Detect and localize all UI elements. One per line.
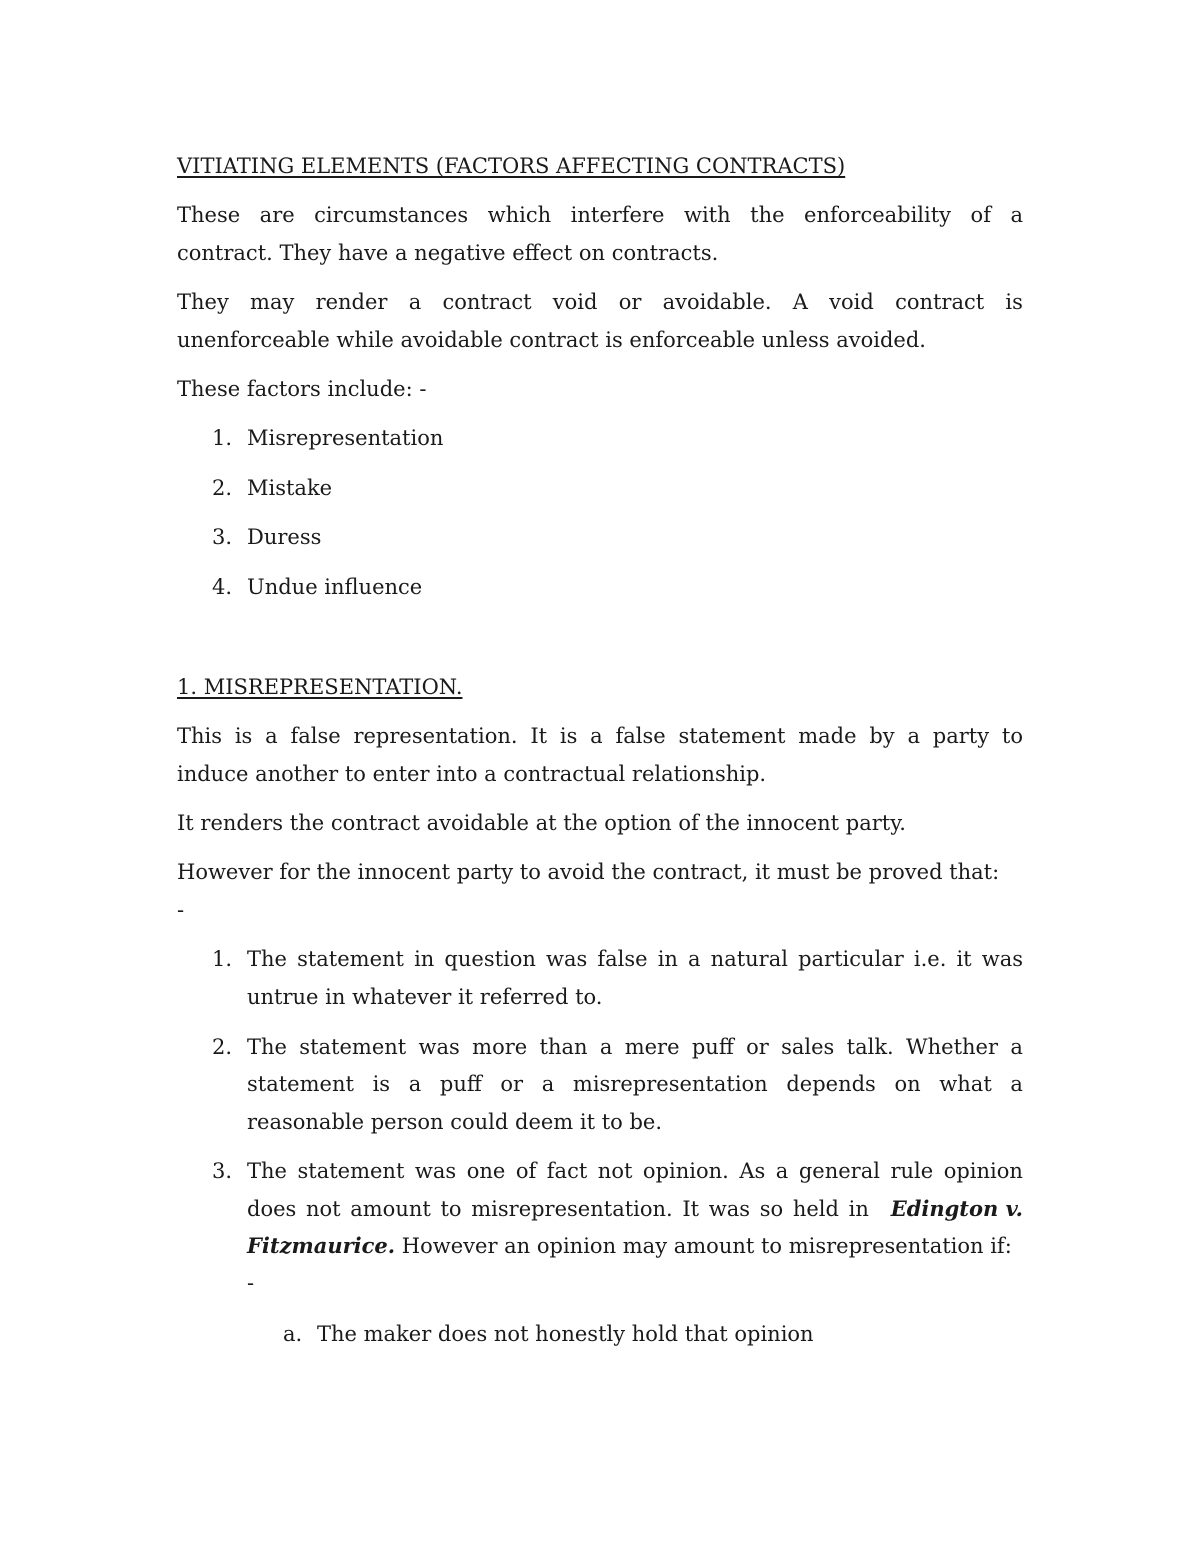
word: false bbox=[615, 724, 666, 748]
word: a bbox=[599, 1035, 613, 1059]
word: statement bbox=[297, 1159, 405, 1183]
justified-line bbox=[247, 1035, 1023, 1059]
word: was bbox=[546, 947, 588, 971]
word: puff bbox=[691, 1035, 734, 1059]
justified-line bbox=[247, 947, 1023, 971]
word: void bbox=[829, 290, 874, 314]
list-number: 3. bbox=[212, 1159, 233, 1183]
word: This bbox=[177, 724, 223, 748]
word: statement bbox=[247, 1072, 354, 1096]
word: is bbox=[1005, 290, 1023, 314]
word: The bbox=[247, 1159, 287, 1183]
word: what bbox=[939, 1072, 992, 1096]
word: or bbox=[500, 1072, 524, 1096]
word: made bbox=[798, 724, 857, 748]
word: void bbox=[552, 290, 598, 314]
paragraph-line: It renders the contract avoidable at the option of the innocent party. bbox=[177, 811, 906, 835]
word: on bbox=[894, 1072, 921, 1096]
word: in bbox=[657, 947, 678, 971]
case-name: Fitzmaurice. bbox=[247, 1233, 396, 1258]
word: puff bbox=[439, 1072, 482, 1096]
paragraph-line: - bbox=[177, 898, 185, 922]
paragraph-line: However for the innocent party to avoid the contract, it must be proved that: bbox=[177, 860, 1000, 884]
word: natural bbox=[710, 947, 788, 971]
word: a bbox=[1010, 1072, 1023, 1096]
list-number: 1. bbox=[212, 426, 233, 450]
word: i.e. bbox=[913, 947, 947, 971]
paragraph-line: unenforceable while avoidable contract is enforceable unless avoided. bbox=[177, 328, 926, 352]
word: statement bbox=[299, 1035, 407, 1059]
word: avoidable. bbox=[662, 290, 772, 314]
word: of bbox=[515, 1159, 537, 1183]
word: is bbox=[372, 1072, 391, 1096]
list-number: 3. bbox=[212, 525, 233, 549]
paragraph-text: does not amount to misrepresentation. It was so held in bbox=[247, 1197, 869, 1221]
word: A bbox=[792, 290, 808, 314]
list-label: Duress bbox=[247, 525, 322, 549]
paragraph-line: untrue in whatever it referred to. bbox=[247, 985, 603, 1009]
word: was bbox=[414, 1159, 457, 1183]
list-letter: a. bbox=[283, 1322, 303, 1346]
word: a bbox=[541, 1072, 555, 1096]
justified-line bbox=[177, 290, 1023, 314]
word: a bbox=[1010, 203, 1023, 227]
word: It bbox=[530, 724, 548, 748]
justified-line bbox=[177, 203, 1023, 227]
word: a bbox=[688, 947, 701, 971]
word: a bbox=[265, 724, 278, 748]
case-name: Edington v. bbox=[890, 1196, 1023, 1221]
word: As bbox=[739, 1159, 766, 1183]
word: question bbox=[444, 947, 536, 971]
word: false bbox=[290, 724, 341, 748]
list-label: Undue influence bbox=[247, 575, 423, 599]
word: general bbox=[798, 1159, 880, 1183]
paragraph-text: However an opinion may amount to misrepresentation if: bbox=[401, 1234, 1012, 1258]
word: a bbox=[408, 1072, 422, 1096]
word: or bbox=[746, 1035, 769, 1059]
word: The bbox=[247, 1035, 287, 1059]
word: The bbox=[247, 947, 287, 971]
list-number: 2. bbox=[212, 1035, 233, 1059]
word: statement bbox=[297, 947, 404, 971]
list-label: Mistake bbox=[247, 476, 333, 500]
word: was bbox=[981, 947, 1023, 971]
word: it bbox=[956, 947, 972, 971]
word: fact bbox=[546, 1159, 588, 1183]
case-continuation-line bbox=[247, 1234, 1012, 1258]
justified-line bbox=[247, 1072, 1023, 1096]
word: party bbox=[932, 724, 990, 748]
word: false bbox=[597, 947, 648, 971]
word: depends bbox=[786, 1072, 876, 1096]
word: sales bbox=[781, 1035, 835, 1059]
word: of bbox=[970, 203, 991, 227]
word: a bbox=[408, 290, 422, 314]
case-citation-line bbox=[247, 1197, 1023, 1221]
list-number: 1. bbox=[212, 947, 233, 971]
word: are bbox=[259, 203, 295, 227]
word: interfere bbox=[570, 203, 665, 227]
list-number: 2. bbox=[212, 476, 233, 500]
list-label: The maker does not honestly hold that opinion bbox=[317, 1322, 814, 1346]
justified-line bbox=[247, 1159, 1023, 1183]
word: with bbox=[683, 203, 731, 227]
word: may bbox=[250, 290, 295, 314]
factors-list bbox=[177, 426, 1023, 606]
word: particular bbox=[798, 947, 904, 971]
paragraph-line: - bbox=[247, 1271, 255, 1295]
word: They bbox=[177, 290, 229, 314]
word: a bbox=[907, 724, 920, 748]
word: is bbox=[234, 724, 253, 748]
word: more bbox=[472, 1035, 528, 1059]
word: opinion bbox=[943, 1159, 1023, 1183]
word: by bbox=[869, 724, 895, 748]
word: contract bbox=[442, 290, 532, 314]
word: or bbox=[618, 290, 642, 314]
word: to bbox=[1001, 724, 1023, 748]
word: Whether bbox=[906, 1035, 999, 1059]
word: statement bbox=[678, 724, 786, 748]
word: than bbox=[539, 1035, 588, 1059]
document-title: VITIATING ELEMENTS (FACTORS AFFECTING CONTRACTS) bbox=[177, 154, 846, 178]
word: mere bbox=[624, 1035, 680, 1059]
word: enforceability bbox=[804, 203, 952, 227]
paragraph-line: These factors include: - bbox=[177, 377, 427, 401]
word: circumstances bbox=[314, 203, 469, 227]
word: rule bbox=[890, 1159, 934, 1183]
paragraph-line: contract. They have a negative effect on contracts. bbox=[177, 241, 719, 265]
word: render bbox=[315, 290, 388, 314]
section-heading: 1. MISREPRESENTATION. bbox=[177, 675, 463, 699]
word: was bbox=[418, 1035, 460, 1059]
word: which bbox=[487, 203, 552, 227]
word: the bbox=[750, 203, 785, 227]
list-label: Misrepresentation bbox=[247, 426, 444, 450]
word: misrepresentation bbox=[572, 1072, 768, 1096]
word: talk. bbox=[846, 1035, 894, 1059]
word: opinion. bbox=[642, 1159, 729, 1183]
word: contract bbox=[895, 290, 985, 314]
list-number: 4. bbox=[212, 575, 233, 599]
paragraph-line: reasonable person could deem it to be. bbox=[247, 1110, 663, 1134]
word: not bbox=[597, 1159, 633, 1183]
word: one bbox=[466, 1159, 506, 1183]
word: representation. bbox=[353, 724, 518, 748]
word: a bbox=[775, 1159, 789, 1183]
paragraph-line: induce another to enter into a contractual relationship. bbox=[177, 762, 767, 786]
word: These bbox=[177, 203, 241, 227]
word: a bbox=[1010, 1035, 1023, 1059]
word: a bbox=[590, 724, 603, 748]
justified-line bbox=[177, 724, 1023, 748]
word: in bbox=[414, 947, 435, 971]
word: is bbox=[559, 724, 578, 748]
